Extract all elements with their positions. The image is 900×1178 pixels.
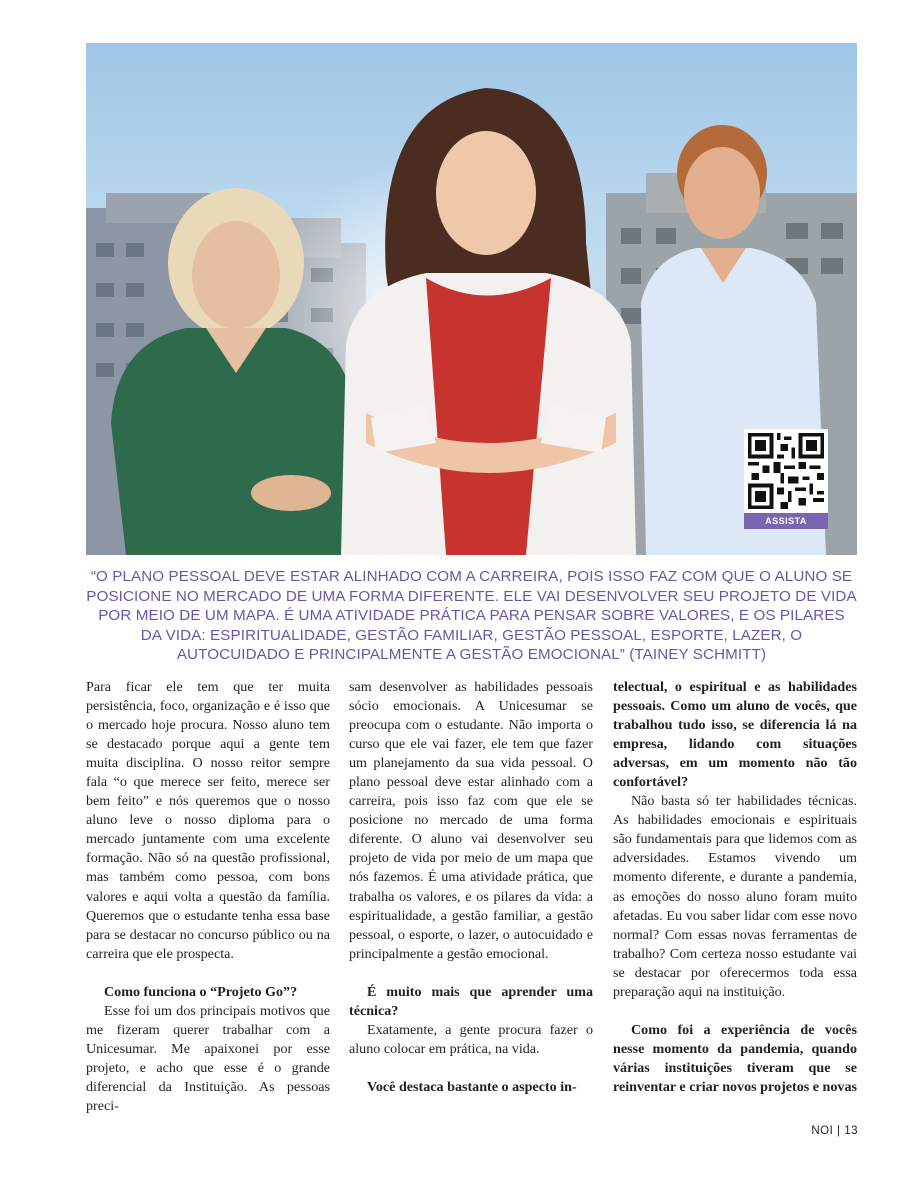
interview-question: É muito mais que aprender uma técnica? [349,983,593,1019]
photo-illustration [86,43,857,555]
article-column-2 [349,678,593,1097]
article-column-1 [86,678,330,1116]
article-column-3 [613,678,857,1097]
interview-question: Você destaca bastante o aspecto in- [367,1078,577,1095]
body-paragraph: Não basta só ter habilidades técnicas. As habilidades emocionais e espirituais são fundamentais para que lidemos com as adversidades. Estamos vivendo um momento diferente, e durante a pandemia, as emoções do nosso aluno foram muito afetadas. Eu vou saber lidar com esse novo normal? Com essas novas ferramentas de trabalho? Com certeza nosso estudante vai se destacar por oferecermos toda essa preparação aqui na instituição. [613,793,857,1000]
interview-question: telectual, o espiritual e as habilidades pessoais. Como um aluno de vocês, que trabalhou tudo isso, se diferencia lá na empresa, lidando com situações adversas, em um momento não tão confortável? [613,679,857,791]
interview-question: Como foi a experiência de vocês nesse momento da pandemia, quando várias instituições tiveram que se reinventar e criar novos projetos e novas [613,1021,858,1095]
body-paragraph: Para ficar ele tem que ter muita persistência, foco, organização e é isso que o mercado hoje procura. Nosso aluno tem se destacado porque aqui a gente tem muita disciplina. O nosso reitor sempre fala “o que merece ser feito, merece ser bem feito” e nós queremos que o nosso aluno leve o nosso diploma para o mercado juntamente com uma excelente formação. Não só na questão profissional, mas também como pessoa, com bons valores e aqui volta a questão da família. Queremos que o estudante tenha essa base para se destacar no concurso público ou na carreira que ele prospecta. [86,679,330,962]
pull-quote: “O PLANO PESSOAL DEVE ESTAR ALINHADO COM A CARREIRA, POIS ISSO FAZ COM QUE O ALUNO SE POSICIONE NO MERCADO DE UMA FORMA DIFERENTE. ELE VAI DESENVOLVER SEU PROJETO DE VIDA POR MEIO DE UM MAPA. É UMA ATIVIDADE PRÁTICA PARA PENSAR SOBRE VALORES, E OS PILARES DA VIDA: ESPIRITUALIDADE, GESTÃO FAMILIAR, GESTÃO PESSOAL, ESPORTE, LAZER, O AUTOCUIDADO E PRINCIPALMENTE A GESTÃO EMOCIONAL” (TAINEY SCHMITT) [86,568,857,663]
hero-photo [86,43,857,555]
page-folio: NOI | 13 [811,1125,858,1137]
body-paragraph: Esse foi um dos principais motivos que me fizeram querer trabalhar com a Unicesumar. Me apaixonei por esse projeto, e acho que esse é o grande diferencial da Instituição. As pessoas preci- [86,1002,330,1114]
interview-question: Como funciona o “Projeto Go”? [104,983,298,1000]
qr-watch-label: ASSISTA [744,513,828,529]
body-paragraph: sam desenvolver as habilidades pessoais sócio emocionais. A Unicesumar se preocupa com o estudante. Não importa o curso que ele vai fazer, ele tem que fazer um planejamento da sua vida pessoal. O plano pessoal deve estar alinhado com a carreira, pois isso faz com que ele se posicione no mercado de uma forma diferente. O aluno vai desenvolver seu projeto de vida por meio de um mapa que nós fazemos. É uma atividade prática, que trabalha os valores, e os pilares da vida: a espiritualidade, a gestão familiar, a gestão pessoal, o esporte, o lazer, o autocuidado e principalmente a gestão emocional. [349,679,593,962]
qr-code-card[interactable] [744,429,828,529]
body-paragraph: Exatamente, a gente procura fazer o aluno colocar em prática, na vida. [349,1021,593,1057]
qr-code-icon [748,433,824,509]
